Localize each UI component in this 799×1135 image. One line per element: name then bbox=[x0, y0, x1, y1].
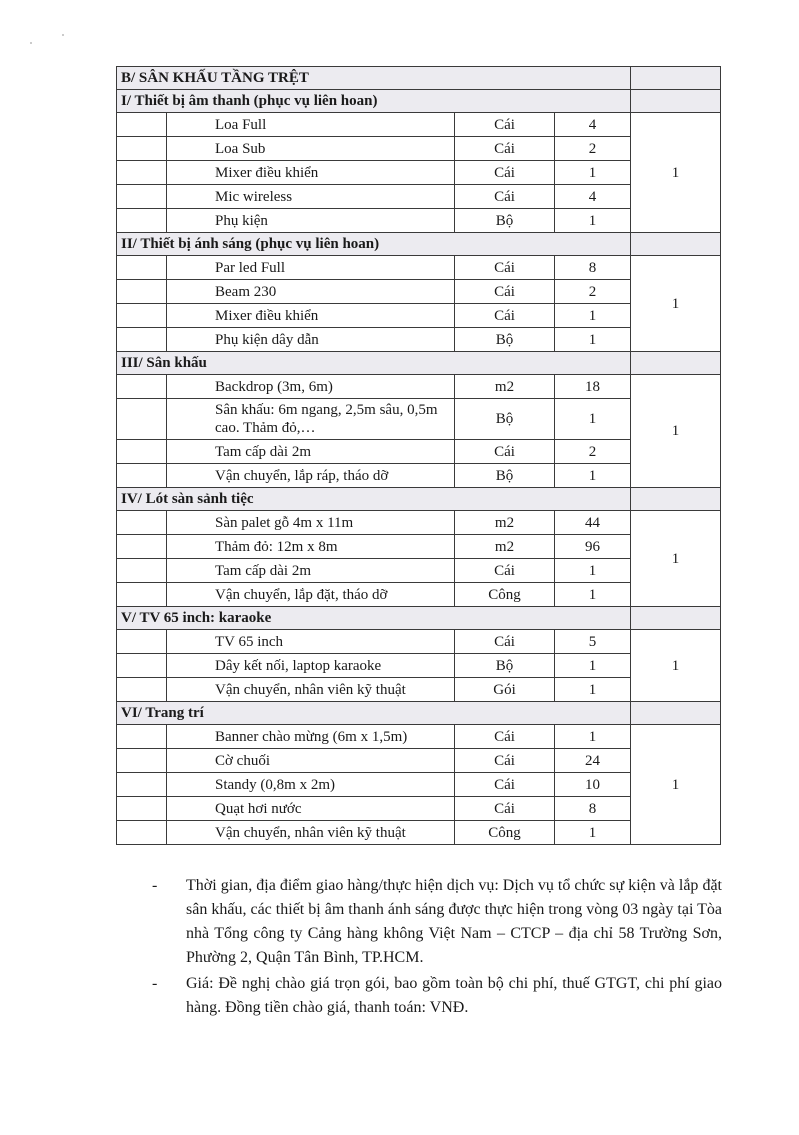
section-row bbox=[117, 488, 721, 511]
quantity-cell: 1 bbox=[555, 678, 631, 702]
section-row bbox=[117, 607, 721, 630]
unit-cell: Cái bbox=[455, 773, 555, 797]
note-item bbox=[152, 972, 722, 1020]
unit-cell: Cái bbox=[455, 749, 555, 773]
unit-cell: Bộ bbox=[455, 209, 555, 233]
unit-cell: Công bbox=[455, 583, 555, 607]
group-quantity-cell: 1 bbox=[631, 375, 721, 488]
quantity-cell: 1 bbox=[555, 559, 631, 583]
index-cell bbox=[117, 654, 167, 678]
index-cell bbox=[117, 185, 167, 209]
section-title: VI/ Trang trí bbox=[117, 702, 631, 725]
quantity-cell: 1 bbox=[555, 304, 631, 328]
item-name-cell: Phụ kiện dây dẫn bbox=[167, 328, 455, 352]
quantity-cell: 10 bbox=[555, 773, 631, 797]
item-name-cell: Loa Full bbox=[167, 113, 455, 137]
item-name-cell: Loa Sub bbox=[167, 137, 455, 161]
quantity-cell: 8 bbox=[555, 256, 631, 280]
item-name-cell: Vận chuyển, nhân viên kỹ thuật bbox=[167, 821, 455, 845]
table-row bbox=[117, 280, 721, 304]
note-item bbox=[152, 874, 722, 970]
index-cell bbox=[117, 511, 167, 535]
table-row bbox=[117, 630, 721, 654]
index-cell bbox=[117, 440, 167, 464]
table-row bbox=[117, 749, 721, 773]
index-cell bbox=[117, 535, 167, 559]
section-empty-cell bbox=[631, 488, 721, 511]
quantity-cell: 1 bbox=[555, 654, 631, 678]
group-quantity-cell: 1 bbox=[631, 725, 721, 845]
section-empty-cell bbox=[631, 90, 721, 113]
equipment-table-body bbox=[117, 67, 721, 845]
item-name-cell: Mic wireless bbox=[167, 185, 455, 209]
unit-cell: m2 bbox=[455, 535, 555, 559]
unit-cell: Cái bbox=[455, 304, 555, 328]
unit-cell: Gói bbox=[455, 678, 555, 702]
unit-cell: Bộ bbox=[455, 328, 555, 352]
item-name-cell: Thảm đỏ: 12m x 8m bbox=[167, 535, 455, 559]
item-name-cell: Par led Full bbox=[167, 256, 455, 280]
group-quantity-cell: 1 bbox=[631, 630, 721, 702]
quantity-cell: 24 bbox=[555, 749, 631, 773]
table-row bbox=[117, 440, 721, 464]
table-row bbox=[117, 773, 721, 797]
table-header-row bbox=[117, 67, 721, 90]
index-cell bbox=[117, 797, 167, 821]
quantity-cell: 1 bbox=[555, 583, 631, 607]
item-name-cell: Dây kết nối, laptop karaoke bbox=[167, 654, 455, 678]
index-cell bbox=[117, 725, 167, 749]
item-name-cell: Vận chuyển, lắp ráp, tháo dỡ bbox=[167, 464, 455, 488]
unit-cell: Bộ bbox=[455, 464, 555, 488]
note-text: Giá: Đề nghị chào giá trọn gói, bao gồm toàn bộ chi phí, thuế GTGT, chi phí giao hàng. Đồng tiền chào giá, thanh toán: VNĐ. bbox=[186, 975, 722, 1016]
index-cell bbox=[117, 280, 167, 304]
unit-cell: Công bbox=[455, 821, 555, 845]
index-cell bbox=[117, 399, 167, 440]
table-header-title: B/ SÂN KHẤU TẦNG TRỆT bbox=[117, 67, 631, 90]
section-empty-cell bbox=[631, 607, 721, 630]
quantity-cell: 5 bbox=[555, 630, 631, 654]
index-cell bbox=[117, 678, 167, 702]
group-quantity-cell: 1 bbox=[631, 256, 721, 352]
table-row bbox=[117, 399, 721, 440]
section-row bbox=[117, 352, 721, 375]
table-row bbox=[117, 535, 721, 559]
item-name-cell: TV 65 inch bbox=[167, 630, 455, 654]
section-row bbox=[117, 702, 721, 725]
unit-cell: Cái bbox=[455, 161, 555, 185]
unit-cell: Cái bbox=[455, 113, 555, 137]
quantity-cell: 1 bbox=[555, 725, 631, 749]
item-name-cell: Banner chào mừng (6m x 1,5m) bbox=[167, 725, 455, 749]
quantity-cell: 1 bbox=[555, 161, 631, 185]
table-row bbox=[117, 375, 721, 399]
unit-cell: Cái bbox=[455, 725, 555, 749]
index-cell bbox=[117, 113, 167, 137]
index-cell bbox=[117, 821, 167, 845]
table-row bbox=[117, 161, 721, 185]
notes-list bbox=[152, 874, 722, 1022]
index-cell bbox=[117, 328, 167, 352]
unit-cell: Cái bbox=[455, 440, 555, 464]
group-quantity-cell: 1 bbox=[631, 511, 721, 607]
unit-cell: Cái bbox=[455, 137, 555, 161]
unit-cell: Cái bbox=[455, 630, 555, 654]
table-row bbox=[117, 113, 721, 137]
table-header-empty-cell bbox=[631, 67, 721, 90]
index-cell bbox=[117, 749, 167, 773]
table-row bbox=[117, 511, 721, 535]
table-row bbox=[117, 304, 721, 328]
unit-cell: Cái bbox=[455, 256, 555, 280]
table-row bbox=[117, 559, 721, 583]
quantity-cell: 1 bbox=[555, 821, 631, 845]
item-name-cell: Mixer điều khiển bbox=[167, 161, 455, 185]
section-title: III/ Sân khấu bbox=[117, 352, 631, 375]
item-name-cell: Mixer điều khiển bbox=[167, 304, 455, 328]
quantity-cell: 18 bbox=[555, 375, 631, 399]
index-cell bbox=[117, 304, 167, 328]
table-row bbox=[117, 654, 721, 678]
section-title: I/ Thiết bị âm thanh (phục vụ liên hoan) bbox=[117, 90, 631, 113]
index-cell bbox=[117, 583, 167, 607]
quantity-cell: 2 bbox=[555, 440, 631, 464]
quantity-cell: 96 bbox=[555, 535, 631, 559]
quantity-cell: 8 bbox=[555, 797, 631, 821]
unit-cell: Cái bbox=[455, 185, 555, 209]
unit-cell: Cái bbox=[455, 280, 555, 304]
scan-speck bbox=[62, 34, 64, 36]
table-row bbox=[117, 464, 721, 488]
quantity-cell: 1 bbox=[555, 464, 631, 488]
note-text: Thời gian, địa điểm giao hàng/thực hiện dịch vụ: Dịch vụ tổ chức sự kiện và lắp đặt sân khấu, các thiết bị âm thanh ánh sáng được thực hiện trong vòng 03 ngày tại Tòa nhà Tổng công ty Cảng hàng không Việt Nam – CTCP – địa chỉ 58 Trường Sơn, Phường 2, Quận Tân Bình, TP.HCM. bbox=[186, 877, 722, 966]
quantity-cell: 4 bbox=[555, 113, 631, 137]
item-name-cell: Sân khấu: 6m ngang, 2,5m sâu, 0,5m cao. Thảm đỏ,… bbox=[167, 399, 455, 440]
unit-cell: m2 bbox=[455, 375, 555, 399]
item-name-cell: Phụ kiện bbox=[167, 209, 455, 233]
section-title: II/ Thiết bị ánh sáng (phục vụ liên hoan) bbox=[117, 233, 631, 256]
unit-cell: Cái bbox=[455, 559, 555, 583]
index-cell bbox=[117, 464, 167, 488]
table-row bbox=[117, 209, 721, 233]
section-row bbox=[117, 90, 721, 113]
unit-cell: Bộ bbox=[455, 399, 555, 440]
equipment-table bbox=[116, 66, 721, 845]
unit-cell: Bộ bbox=[455, 654, 555, 678]
table-row bbox=[117, 821, 721, 845]
section-row bbox=[117, 233, 721, 256]
section-empty-cell bbox=[631, 233, 721, 256]
note-dash: - bbox=[152, 877, 158, 894]
table-row bbox=[117, 328, 721, 352]
quantity-cell: 1 bbox=[555, 209, 631, 233]
item-name-cell: Tam cấp dài 2m bbox=[167, 559, 455, 583]
item-name-cell: Vận chuyển, lắp đặt, tháo dỡ bbox=[167, 583, 455, 607]
index-cell bbox=[117, 161, 167, 185]
item-name-cell: Backdrop (3m, 6m) bbox=[167, 375, 455, 399]
group-quantity-cell: 1 bbox=[631, 113, 721, 233]
quantity-cell: 2 bbox=[555, 280, 631, 304]
item-name-cell: Tam cấp dài 2m bbox=[167, 440, 455, 464]
unit-cell: m2 bbox=[455, 511, 555, 535]
index-cell bbox=[117, 375, 167, 399]
table-row bbox=[117, 137, 721, 161]
quantity-cell: 44 bbox=[555, 511, 631, 535]
section-title: IV/ Lót sàn sảnh tiệc bbox=[117, 488, 631, 511]
item-name-cell: Cờ chuối bbox=[167, 749, 455, 773]
section-title: V/ TV 65 inch: karaoke bbox=[117, 607, 631, 630]
item-name-cell: Vận chuyển, nhân viên kỹ thuật bbox=[167, 678, 455, 702]
note-dash: - bbox=[152, 975, 158, 992]
quantity-cell: 2 bbox=[555, 137, 631, 161]
table-row bbox=[117, 678, 721, 702]
table-row bbox=[117, 797, 721, 821]
item-name-cell: Standy (0,8m x 2m) bbox=[167, 773, 455, 797]
index-cell bbox=[117, 559, 167, 583]
index-cell bbox=[117, 773, 167, 797]
index-cell bbox=[117, 256, 167, 280]
table-row bbox=[117, 725, 721, 749]
item-name-cell: Quạt hơi nước bbox=[167, 797, 455, 821]
item-name-cell: Beam 230 bbox=[167, 280, 455, 304]
index-cell bbox=[117, 137, 167, 161]
item-name-cell: Sàn palet gỗ 4m x 11m bbox=[167, 511, 455, 535]
quantity-cell: 4 bbox=[555, 185, 631, 209]
index-cell bbox=[117, 630, 167, 654]
unit-cell: Cái bbox=[455, 797, 555, 821]
quantity-cell: 1 bbox=[555, 328, 631, 352]
table-row bbox=[117, 583, 721, 607]
index-cell bbox=[117, 209, 167, 233]
quantity-cell: 1 bbox=[555, 399, 631, 440]
scan-speck bbox=[30, 42, 32, 44]
table-row bbox=[117, 256, 721, 280]
section-empty-cell bbox=[631, 352, 721, 375]
section-empty-cell bbox=[631, 702, 721, 725]
table-row bbox=[117, 185, 721, 209]
